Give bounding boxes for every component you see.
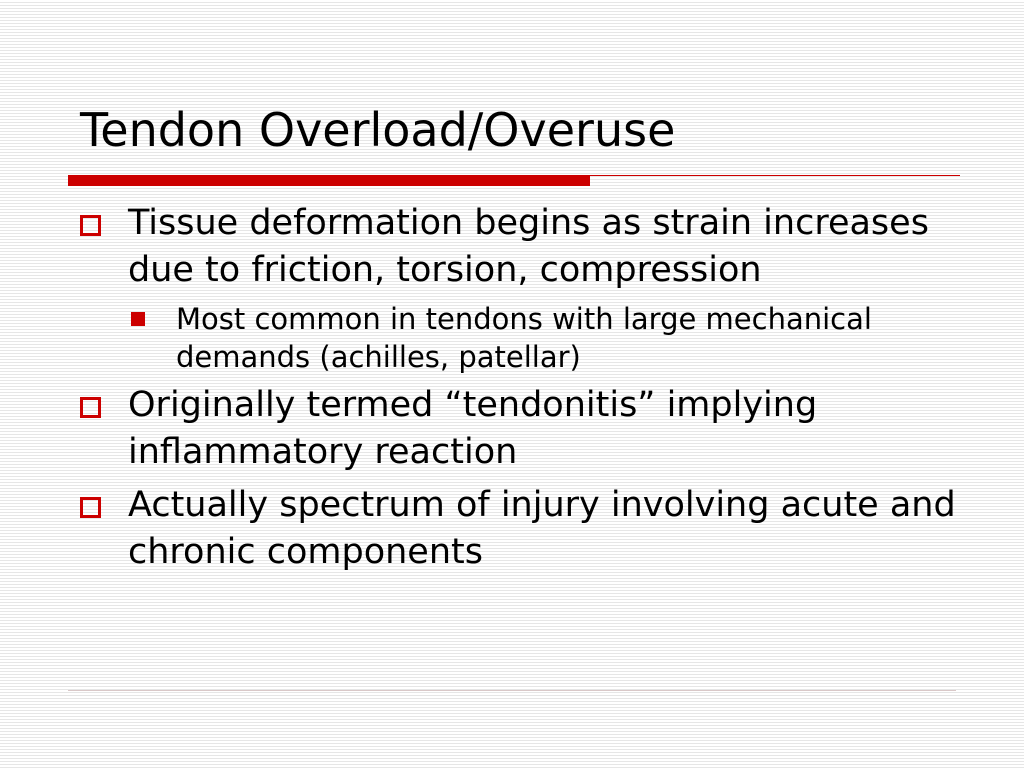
hollow-square-icon [80, 215, 101, 236]
hollow-square-icon [80, 497, 101, 518]
hollow-square-icon [80, 397, 101, 418]
slide-content [78, 200, 958, 582]
filled-square-icon [131, 312, 145, 326]
title-underline-thick [68, 175, 590, 186]
bullet-item [78, 200, 958, 294]
sub-bullet-item [78, 300, 958, 376]
slide-title: Tendon Overload/Overuse [80, 103, 676, 157]
bullet-text: Tissue deformation begins as strain increases due to friction, torsion, compression [128, 203, 929, 290]
title-underline-thin [590, 175, 960, 176]
bullet-item [78, 482, 958, 576]
sub-bullet-text: Most common in tendons with large mechanical demands (achilles, patellar) [176, 302, 872, 374]
bullet-item [78, 382, 958, 476]
bullet-text: Originally termed “tendonitis” implying inflammatory reaction [128, 385, 818, 472]
footer-rule [68, 690, 956, 691]
bullet-text: Actually spectrum of injury involving acute and chronic components [128, 485, 956, 572]
